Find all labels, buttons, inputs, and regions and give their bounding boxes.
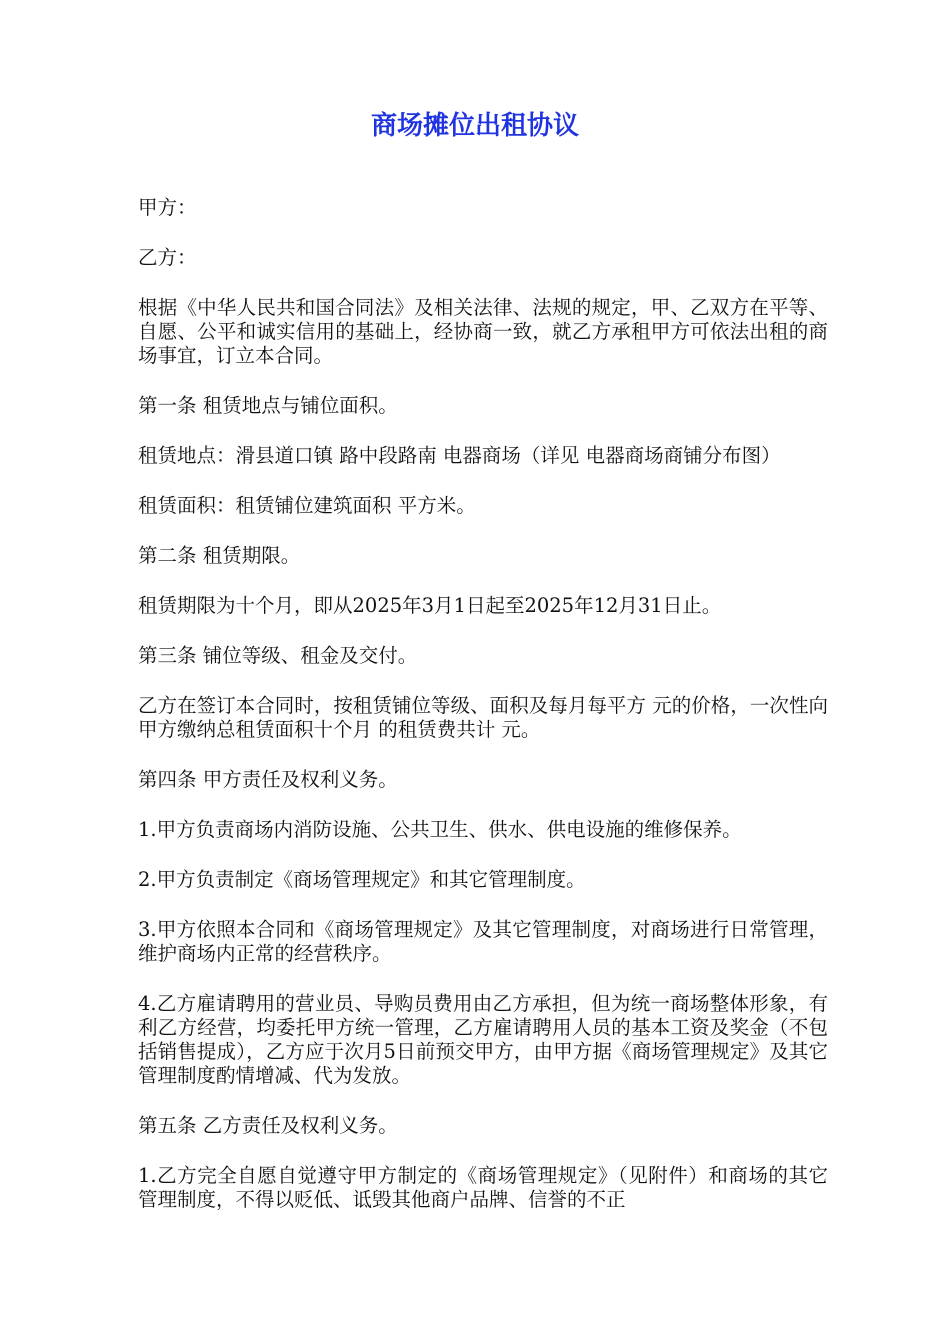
party-a-duty-3: 3.甲方依照本合同和《商场管理规定》及其它管理制度，对商场进行日常管理，维护商场内正常的经营秩序。	[138, 918, 828, 965]
article-4-heading: 第四条 甲方责任及权利义务。	[138, 768, 398, 791]
article-1-heading: 第一条 租赁地点与铺位面积。	[138, 394, 398, 417]
party-a-duty-1: 1.甲方负责商场内消防设施、公共卫生、供水、供电设施的维修保养。	[138, 818, 742, 841]
party-a-duty-2: 2.甲方负责制定《商场管理规定》和其它管理制度。	[138, 868, 586, 891]
lease-location-paragraph: 租赁地点：滑县道口镇 路中段路南 电器商场（详见 电器商场商铺分布图）	[138, 444, 781, 467]
article-3-heading: 第三条 铺位等级、租金及交付。	[138, 644, 418, 667]
lease-term-paragraph: 租赁期限为十个月，即从2025年3月1日起至2025年12月31日止。	[138, 594, 722, 617]
document-body	[138, 196, 828, 1238]
party-b-line: 乙方：	[138, 246, 197, 269]
rent-payment-paragraph: 乙方在签订本合同时，按租赁铺位等级、面积及每月每平方 元的价格，一次性向甲方缴纳总租赁面积十个月 的租赁费共计 元。	[138, 694, 828, 741]
lease-area-paragraph: 租赁面积：租赁铺位建筑面积 平方米。	[138, 494, 476, 517]
party-b-duty-1: 1.乙方完全自愿自觉遵守甲方制定的《商场管理规定》（见附件）和商场的其它管理制度，不得以贬低、诋毁其他商户品牌、信誉的不正	[138, 1164, 828, 1211]
document-title: 商场摊位出租协议	[370, 111, 579, 141]
article-2-heading: 第二条 租赁期限。	[138, 544, 301, 567]
preamble-paragraph: 根据《中华人民共和国合同法》及相关法律、法规的规定，甲、乙双方在平等、自愿、公平和诚实信用的基础上，经协商一致，就乙方承租甲方可依法出租的商场事宜，订立本合同。	[138, 296, 828, 367]
party-a-line: 甲方：	[138, 196, 197, 219]
article-5-heading: 第五条 乙方责任及权利义务。	[138, 1114, 398, 1137]
party-a-duty-4: 4.乙方雇请聘用的营业员、导购员费用由乙方承担，但为统一商场整体形象，有利乙方经营，均委托甲方统一管理，乙方雇请聘用人员的基本工资及奖金（不包括销售提成），乙方应于次月5日前预交甲方，由甲方据《商场管理规定》及其它管理制度酌情增减、代为发放。	[138, 992, 828, 1087]
